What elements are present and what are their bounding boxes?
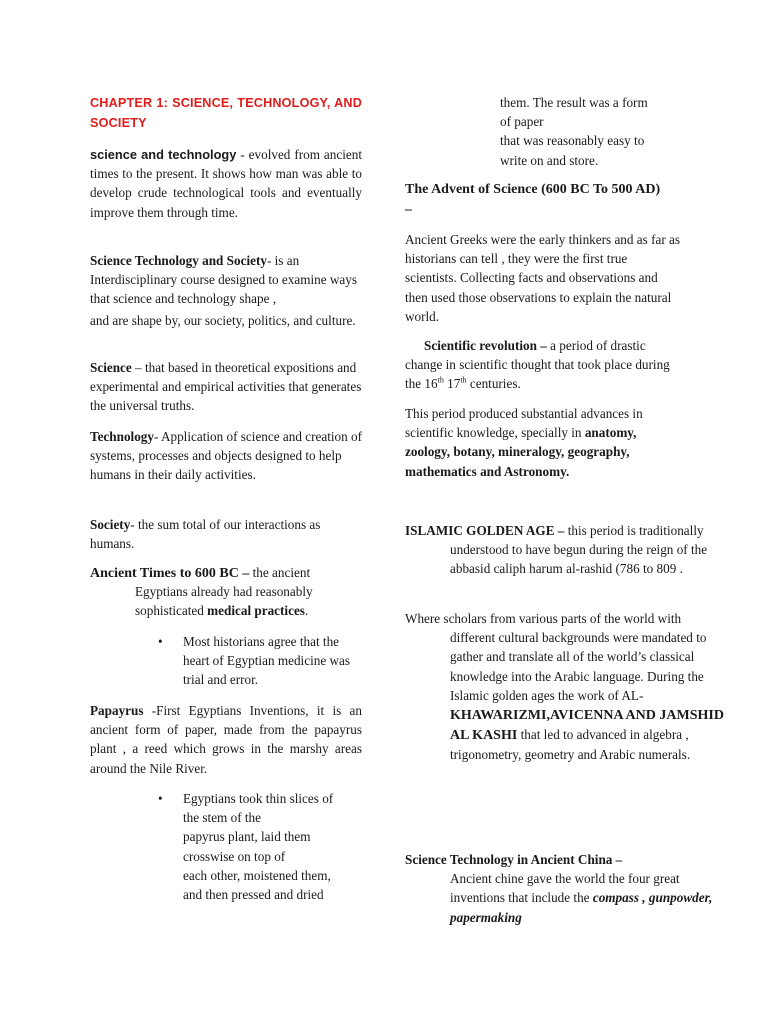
paragraph-papyrus bbox=[90, 701, 362, 778]
bullet-line: each other, moistened them, bbox=[183, 867, 331, 883]
papyrus-continuation bbox=[500, 93, 680, 170]
term-sts: Science Technology and Society bbox=[90, 253, 267, 268]
continuation-line: them. The result was a form bbox=[500, 95, 648, 110]
term-science-and-technology: science and technology bbox=[90, 147, 237, 162]
term-society: Society bbox=[90, 517, 131, 532]
bullet-dot: • bbox=[158, 791, 163, 806]
bullet-line: the stem of the bbox=[183, 810, 262, 826]
paragraph-sts-continued: and are shape by, our society, politics, and culture. bbox=[90, 313, 356, 328]
term-islamic-golden-age: ISLAMIC GOLDEN AGE – bbox=[405, 523, 565, 538]
definition-society: - the sum total of our interactions as humans. bbox=[90, 517, 321, 552]
paragraph-society bbox=[90, 515, 362, 553]
term-ancient-china: Science Technology in Ancient China – bbox=[405, 852, 623, 867]
continuation-line: write on and store. bbox=[500, 152, 599, 168]
paragraph-scholars bbox=[405, 609, 725, 765]
scholars-end: that led to advanced in algebra , trigonometry, geometry and Arabic numerals. bbox=[450, 727, 691, 763]
definition-science-and-technology: - evolved from ancient times to the present. It shows how man was able to develop crude technological tools and eventually improve them through time. bbox=[90, 147, 362, 220]
paragraph-science-and-technology bbox=[90, 145, 362, 222]
term-technology: Technology bbox=[90, 429, 154, 444]
continuation-line: that was reasonably easy to bbox=[500, 133, 645, 149]
superscript: th bbox=[437, 376, 444, 386]
islamic-golden-age-text: this period is traditionally understood to have begun during the reign of the abbasid caliph harum al-rashid (786 to 809 . bbox=[450, 523, 708, 577]
paragraph-ancient-times-line-3 bbox=[135, 601, 362, 620]
chapter-title-line-1: CHAPTER 1: SCIENCE, TECHNOLOGY, AND bbox=[90, 96, 362, 110]
term-scientific-revolution: Scientific revolution – bbox=[424, 338, 547, 353]
period-text: This period produced substantial advances in scientific knowledge, specially in bbox=[405, 406, 643, 441]
paragraph-ancient-times bbox=[90, 563, 362, 583]
ancient-china-inventions: compass , gunpowder, papermaking bbox=[450, 890, 713, 925]
term-ancient-times: Ancient Times to 600 BC – bbox=[90, 566, 250, 581]
definition-sts-1: - is an Interdisciplinary course designed to examine ways that science and technology shape , bbox=[90, 253, 357, 307]
bullet-line: and then pressed and dried bbox=[183, 887, 324, 903]
paragraph-period-advances bbox=[405, 404, 680, 481]
bullet-line: Egyptians took thin slices of bbox=[183, 791, 334, 806]
period-fields: anatomy, zoology, botany, mineralogy, geography, mathematics and Astronomy. bbox=[405, 425, 637, 479]
bullet-item-papyrus-making bbox=[90, 789, 362, 904]
paragraph-ancient-greeks: Ancient Greeks were the early thinkers and as far as historians can tell , they were the first true scientists. Collecting facts and observations and then used those observations to explain the natural world. bbox=[405, 232, 680, 324]
scientific-revolution-text: centuries. bbox=[466, 376, 521, 392]
heading-advent-of-science: The Advent of Science (600 BC To 500 AD) – bbox=[405, 182, 661, 217]
definition-ancient-times-3: sophisticated bbox=[135, 603, 208, 618]
scholars-text: Where scholars from various parts of the world with different cultural backgrounds were mandated to gather and translate all of the world’s classical knowledge into the Arabic language. During the Islamic golden ages the work of AL- bbox=[405, 611, 707, 703]
bullet-text-egyptian-medicine: Most historians agree that the heart of Egyptian medicine was trial and error. bbox=[183, 634, 350, 688]
scientific-revolution-text: a period of drastic change in scientific thought that took place during the 16 bbox=[405, 338, 670, 392]
ancient-china-text: Ancient chine gave the world the four great inventions that include the bbox=[450, 871, 680, 906]
term-science: Science bbox=[90, 360, 132, 375]
term-medical-practices: medical practices bbox=[207, 603, 305, 618]
bullet-item-egyptian-medicine bbox=[90, 632, 362, 690]
paragraph-sts bbox=[90, 251, 362, 309]
paragraph-scientific-revolution bbox=[405, 336, 680, 394]
paragraph-islamic-golden-age bbox=[405, 521, 725, 579]
chapter-title-line-2: SOCIETY bbox=[90, 116, 147, 130]
bullet-line: papyrus plant, laid them bbox=[183, 829, 311, 845]
superscript: th bbox=[460, 376, 467, 386]
continuation-line: of paper bbox=[500, 114, 544, 130]
bullet-line: crosswise on top of bbox=[183, 848, 286, 864]
paragraph-ancient-china bbox=[405, 850, 725, 927]
paragraph-technology bbox=[90, 427, 362, 485]
definition-ancient-times-1: the ancient bbox=[249, 565, 311, 580]
term-papyrus: Papayrus bbox=[90, 703, 144, 718]
bullet-dot: • bbox=[158, 634, 163, 649]
definition-ancient-times-end: . bbox=[304, 603, 309, 618]
scientific-revolution-text: 17 bbox=[443, 376, 461, 392]
paragraph-science bbox=[90, 358, 362, 416]
definition-science: – that based in theoretical expositions and experimental and empirical activities that generates the universal truths. bbox=[90, 360, 362, 414]
paragraph-ancient-times-line-2: Egyptians already had reasonably bbox=[135, 584, 313, 599]
definition-papyrus: -First Egyptians Inventions, it is an ancient form of paper, made from the papayrus plant , a reed which grows in the marshy areas around the Nile River. bbox=[90, 703, 362, 776]
scholars-names: KHAWARIZMI,AVICENNA AND JAMSHID AL KASHI bbox=[450, 708, 724, 744]
definition-technology: - Application of science and creation of systems, processes and objects designed to help humans in their daily activities. bbox=[90, 429, 362, 483]
